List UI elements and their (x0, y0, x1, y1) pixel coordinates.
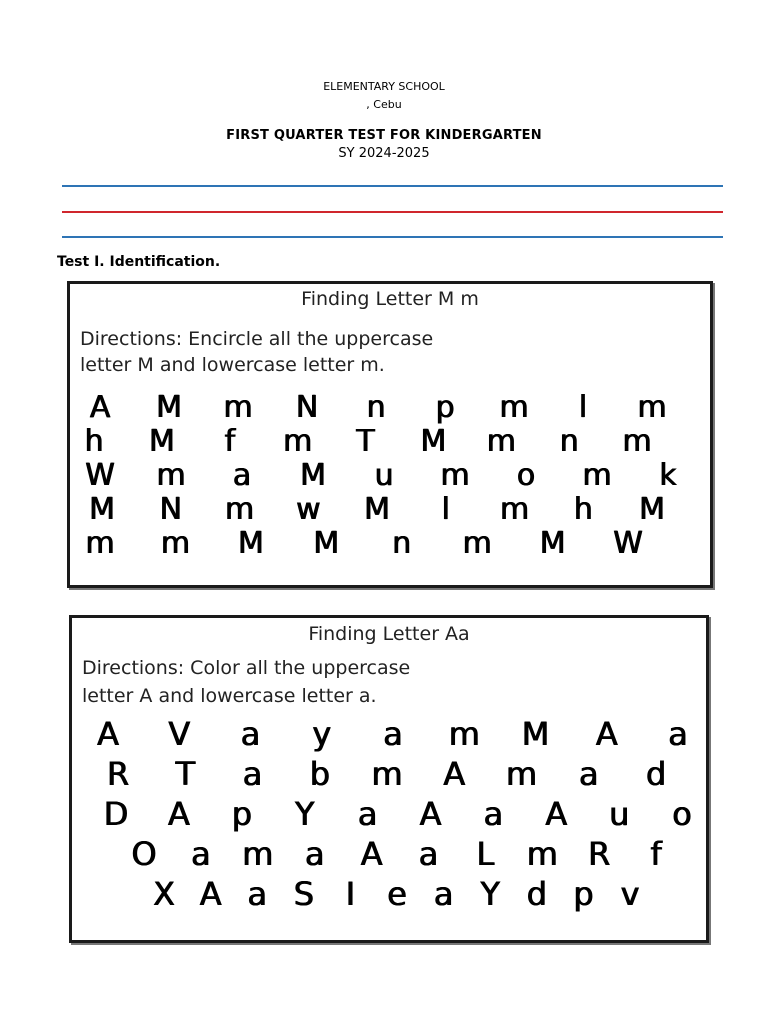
red-rule-middle (62, 211, 723, 213)
directions-line-2: letter M and lowercase letter m. (80, 354, 385, 376)
letter-R: R (106, 755, 130, 793)
letter-M: M (639, 492, 665, 527)
letter-e: e (387, 875, 407, 913)
letter-A: A (360, 835, 383, 873)
directions-line-1: Directions: Color all the uppercase (82, 657, 411, 679)
letter-W: W (613, 526, 643, 561)
letter-A: A (89, 390, 111, 425)
letter-m: m (582, 458, 612, 493)
letter-A: A (443, 755, 466, 793)
letter-M: M (237, 526, 264, 561)
letter-a: a (247, 875, 267, 913)
letter-n: n (559, 424, 579, 459)
letter-I: I (345, 875, 356, 913)
letter-m: m (462, 526, 492, 561)
letter-a: a (240, 715, 261, 753)
letter-M: M (300, 458, 326, 493)
letter-a: a (357, 795, 378, 833)
letter-m: m (637, 390, 667, 425)
letter-A: A (419, 795, 442, 833)
letter-y: y (312, 715, 332, 753)
letter-a: a (242, 755, 263, 793)
letter-b: b (309, 755, 330, 793)
letter-Y: Y (294, 795, 315, 833)
letter-M: M (156, 390, 182, 425)
letter-m: m (156, 458, 186, 493)
letter-L: L (476, 835, 495, 873)
letter-a: a (483, 795, 504, 833)
letter-D: D (103, 795, 129, 833)
letter-M: M (313, 526, 340, 561)
letter-row (72, 875, 706, 915)
letter-A: A (595, 715, 618, 753)
letter-M: M (420, 424, 447, 459)
letter-m: m (448, 715, 480, 753)
letter-O: O (131, 835, 157, 873)
directions-line-2: letter A and lowercase letter a. (82, 685, 377, 707)
letter-X: X (153, 875, 175, 913)
letter-l: l (578, 390, 588, 425)
letter-row (72, 715, 706, 755)
letter-Y: Y (480, 875, 500, 913)
letter-M: M (364, 492, 390, 527)
letter-m: m (486, 424, 516, 459)
letter-l: l (441, 492, 450, 527)
letter-m: m (283, 424, 313, 459)
letter-N: N (159, 492, 182, 527)
letter-M: M (148, 424, 175, 459)
letter-f: f (650, 835, 662, 873)
letter-M: M (539, 526, 566, 561)
letter-a: a (304, 835, 325, 873)
letter-V: V (168, 715, 191, 753)
letter-row (72, 835, 706, 875)
letter-A: A (167, 795, 190, 833)
blue-rule-top (62, 185, 723, 187)
letter-a: a (418, 835, 439, 873)
letter-n: n (392, 526, 412, 561)
letter-T: T (356, 424, 375, 459)
letter-A: A (199, 875, 222, 913)
letter-m: m (223, 390, 253, 425)
letter-a: a (191, 835, 211, 873)
school-city: , Cebu (366, 98, 402, 111)
letter-f: f (224, 424, 236, 459)
letter-W: W (85, 458, 115, 493)
letter-row (70, 526, 710, 560)
worksheet-finding-letter-a (69, 615, 709, 943)
letter-T: T (175, 755, 196, 793)
letter-m: m (440, 458, 470, 493)
worksheet-title: Finding Letter M m (301, 288, 479, 310)
worksheet-finding-letter-m (67, 281, 713, 588)
letter-m: m (622, 424, 652, 459)
letter-row (70, 390, 710, 424)
letter-m: m (242, 835, 274, 873)
letter-a: a (232, 458, 252, 493)
letter-M: M (521, 715, 550, 753)
letter-S: S (293, 875, 314, 913)
letter-v: v (620, 875, 640, 913)
letter-row (70, 424, 710, 458)
test-title: FIRST QUARTER TEST FOR KINDERGARTEN (226, 128, 542, 143)
letter-a: a (433, 875, 454, 913)
test-heading: Test I. Identification. (57, 254, 221, 270)
letter-row (70, 492, 710, 526)
letter-p: p (435, 390, 455, 425)
letter-grid (72, 715, 706, 915)
letter-h: h (84, 424, 104, 459)
letter-h: h (573, 492, 593, 527)
letter-m: m (526, 835, 558, 873)
letter-o: o (516, 458, 536, 493)
directions-line-1: Directions: Encircle all the uppercase (80, 328, 434, 350)
letter-d: d (526, 875, 547, 913)
worksheet-directions (80, 326, 433, 378)
letter-a: a (668, 715, 688, 753)
letter-N: N (295, 390, 319, 425)
letter-a: a (578, 755, 599, 793)
letter-m: m (505, 755, 538, 793)
letter-w: w (295, 492, 321, 527)
letter-m: m (499, 390, 529, 425)
letter-u: u (608, 795, 630, 833)
letter-row (72, 795, 706, 835)
worksheet-title: Finding Letter Aa (308, 623, 470, 645)
letter-n: n (366, 390, 386, 425)
letter-d: d (645, 755, 667, 793)
letter-A: A (545, 795, 568, 833)
letter-o: o (672, 795, 692, 833)
blue-rule-bottom (62, 236, 723, 238)
letter-M: M (89, 492, 115, 527)
letter-a: a (383, 715, 403, 753)
letter-k: k (659, 458, 677, 493)
letter-row (72, 755, 706, 795)
school-year: SY 2024-2025 (338, 146, 430, 161)
school-name: ELEMENTARY SCHOOL (323, 80, 445, 93)
worksheet-directions (82, 654, 410, 710)
letter-m: m (224, 492, 255, 527)
letter-m: m (160, 526, 191, 561)
letter-u: u (374, 458, 394, 493)
letter-A: A (97, 715, 119, 753)
letter-m: m (85, 526, 115, 561)
letter-m: m (371, 755, 403, 793)
letter-m: m (499, 492, 530, 527)
letter-row (70, 458, 710, 492)
letter-p: p (231, 795, 252, 833)
letter-R: R (587, 835, 611, 873)
letter-grid (70, 390, 710, 560)
letter-p: p (573, 875, 594, 913)
